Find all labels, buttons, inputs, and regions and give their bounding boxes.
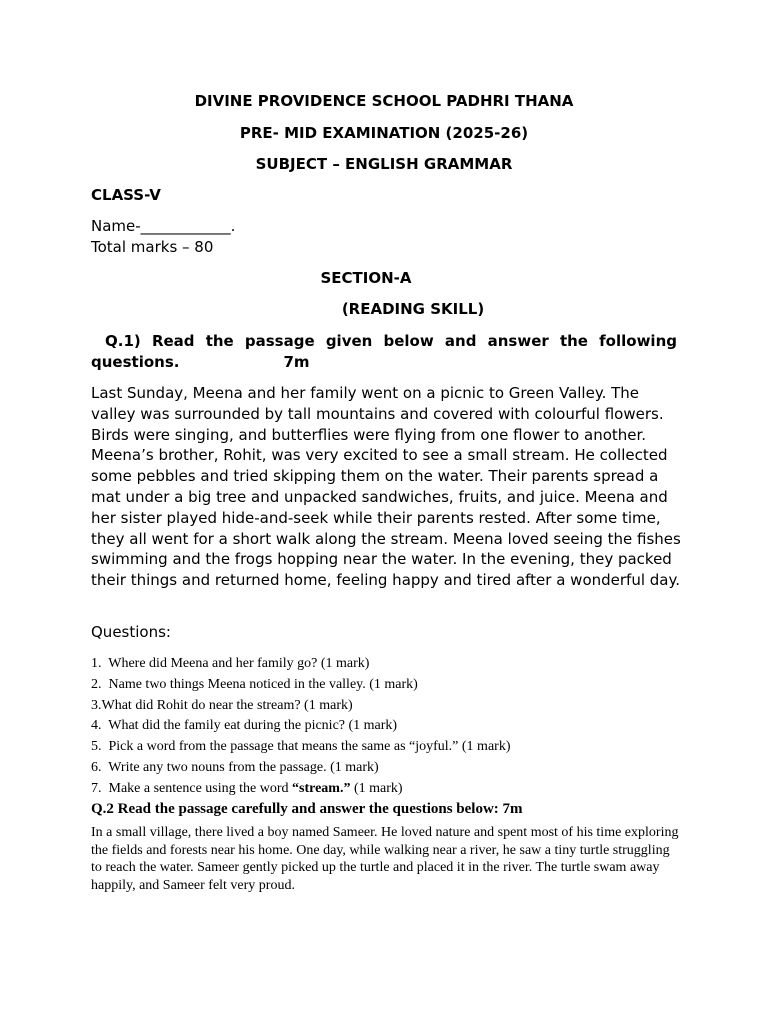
question-text: What did the family eat during the picnic? (1 mark) xyxy=(108,718,398,734)
name-line: Name-____________. xyxy=(91,217,236,235)
question-2-heading: Q.2 Read the passage carefully and answer the questions below: 7m xyxy=(91,801,523,817)
question-text: Make a sentence using the word xyxy=(108,780,289,796)
question-item xyxy=(91,737,691,758)
question-text: Name two things Meena noticed in the valley. (1 mark) xyxy=(108,676,418,692)
question-number: 5. xyxy=(91,739,102,755)
question-text: What did Rohit do near the stream? (1 mark) xyxy=(101,697,353,713)
question-item xyxy=(91,758,691,779)
school-name: DIVINE PROVIDENCE SCHOOL PADHRI THANA xyxy=(194,92,574,110)
question-number: 3. xyxy=(91,697,102,713)
total-marks: Total marks – 80 xyxy=(91,238,214,256)
questions-label: Questions: xyxy=(91,623,171,641)
question-number: 1. xyxy=(91,656,102,671)
question-1-label: Q.1) xyxy=(105,332,141,350)
question-item xyxy=(91,675,691,696)
question-number: 4. xyxy=(91,718,102,734)
exam-title: PRE- MID EXAMINATION (2025-26) xyxy=(239,124,529,142)
question-number: 2. xyxy=(91,676,102,692)
question-item xyxy=(91,779,691,800)
question-item xyxy=(91,716,691,737)
question-1-instruction: Read the passage given below and answer the following questions. xyxy=(91,332,677,371)
question-marks: (1 mark) xyxy=(353,780,403,796)
class-label: CLASS-V xyxy=(91,186,161,204)
question-text: Where did Meena and her family go? (1 mark) xyxy=(108,656,370,671)
question-text: Write any two nouns from the passage. (1 mark) xyxy=(108,759,379,775)
section-title: SECTION-A xyxy=(320,269,412,287)
question-text: Pick a word from the passage that means the same as “joyful.” (1 mark) xyxy=(108,739,511,755)
passage-2: In a small village, there lived a boy named Sameer. He loved nature and spent most of his time exploring the fields and forests near his home. One day, while walking near a river, he saw a tiny turtle struggling to reach the water. Sameer gently picked up the turtle and placed it in the river. The turtle swam away happily, and Sameer felt very proud. xyxy=(91,825,679,893)
question-keyword: “stream.” xyxy=(292,780,351,796)
subject-title: SUBJECT – ENGLISH GRAMMAR xyxy=(255,155,513,173)
section-subtitle: (READING SKILL) xyxy=(341,300,485,318)
question-1-heading xyxy=(91,331,677,373)
question-number: 6. xyxy=(91,759,102,775)
question-list xyxy=(91,654,691,800)
passage-1: Last Sunday, Meena and her family went on a picnic to Green Valley. The valley was surrounded by tall mountains and covered with colourful flowers. Birds were singing, and butterflies were flying from one flower to another. Meena’s brother, Rohit, was very excited to see a small stream. He collected some pebbles and tried skipping them on the water. Their parents spread a mat under a big tree and unpacked sandwiches, fruits, and juice. Meena and her sister played hide-and-seek while their parents rested. After some time, they all went for a short walk along the stream. Meena loved seeing the fishes swimming and the frogs hopping near the water. In the evening, they packed their things and returned home, feeling happy and tired after a wonderful day. xyxy=(91,384,681,590)
question-item xyxy=(91,696,691,717)
question-number: 7. xyxy=(91,780,102,796)
question-1-marks: 7m xyxy=(283,353,310,371)
question-item xyxy=(91,654,691,675)
